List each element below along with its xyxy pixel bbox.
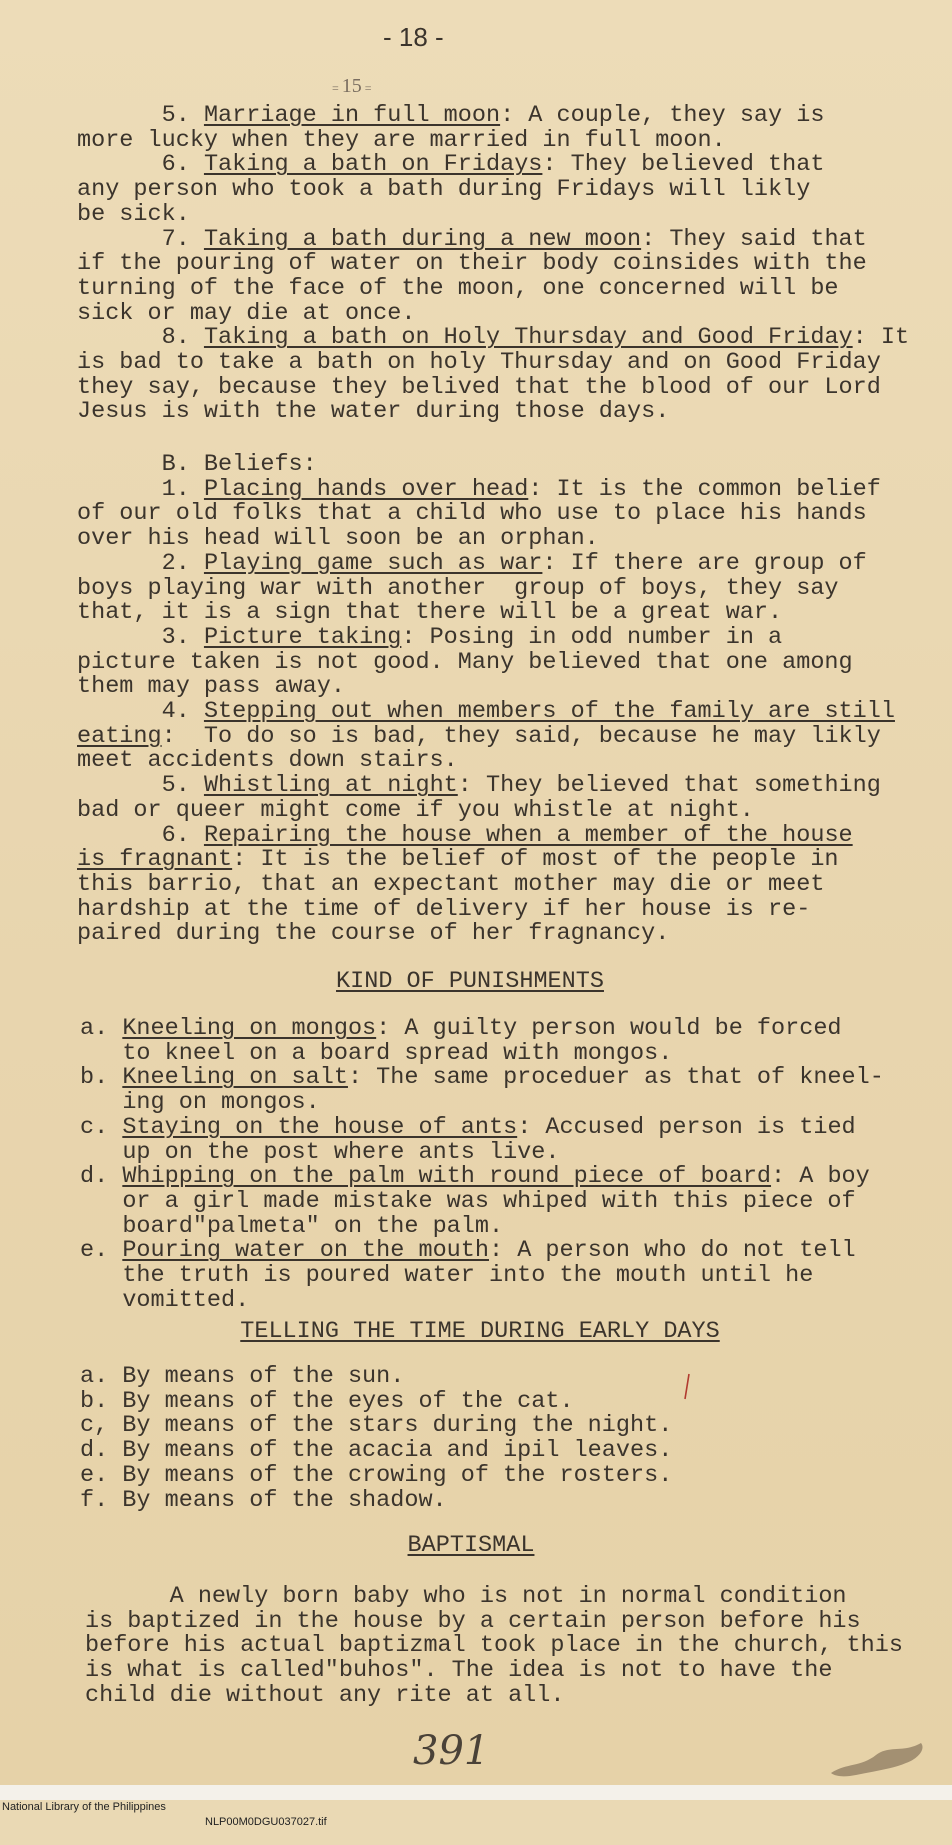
text-fragment: over his head will soon be an orphan. [77,525,599,553]
underlined-heading: Staying on the house of ants [122,1113,518,1141]
text-fragment: 5. [161,102,204,129]
baptismal-title: BAPTISMAL [407,1532,535,1559]
text-fragment: the truth is poured water into the mouth until he [122,1262,814,1289]
text-line [77,922,669,947]
text-fragment: 8. [161,324,204,352]
text-fragment [80,1287,122,1314]
text-fragment: boys playing war with another group of boys, they say [77,574,839,602]
text-fragment: bad or queer might come if you whistle at night. [77,796,754,824]
text-fragment [80,1139,122,1166]
text-fragment: picture taken is not good. Many believed that one among [77,648,853,676]
text-line [77,373,881,401]
text-line [77,153,824,178]
text-line [77,675,345,700]
text-fragment: is bad to take a bath on holy Thursday and on Good Friday [77,349,881,376]
text-fragment [77,324,162,351]
text-fragment: them may pass away. [77,673,345,701]
footer-bar [0,1785,952,1828]
text-fragment: : A guilty person would be forced [376,1015,842,1042]
text-fragment [80,1213,122,1240]
text-fragment [77,151,162,178]
text-fragment [80,1262,122,1289]
text-fragment: : A person who do not tell [488,1237,856,1265]
underlined-heading: Pouring water on the mouth [122,1237,489,1265]
text-line [80,1138,560,1166]
text-line [80,1113,856,1141]
text-line [77,453,317,478]
text-fragment: b. [80,1064,123,1092]
underlined-heading: Taking a bath on Fridays [203,151,543,179]
page-number: - 18 - [383,22,444,52]
text-fragment: that, it is a sign that there will be a great war. [77,599,783,627]
text-line [77,475,881,503]
text-fragment [77,772,162,799]
text-line [80,1286,250,1314]
text-fragment: board"palmeta" on the palm. [122,1212,504,1240]
time-item: d. By means of the acacia and ipil leaves. [80,1437,673,1465]
text-fragment: 1. [161,475,204,503]
text-fragment [80,1089,122,1116]
text-line [77,274,839,302]
text-fragment [77,550,162,577]
customs-section [77,104,937,434]
text-line [77,722,881,750]
text-fragment: : A couple, they say is [500,102,825,129]
text-fragment: paired during the course of her fragnancy. [77,920,670,948]
text-line [80,1239,856,1264]
text-line: child die without any rite at all. [85,1681,565,1709]
text-fragment: 6. [161,151,204,179]
text-line [80,1066,884,1091]
text-line [77,574,839,602]
time-list [80,1365,940,1525]
text-line [77,299,416,327]
text-fragment: a. [80,1015,123,1042]
underlined-heading: Taking a bath on Holy Thursday and Good Friday [203,324,853,352]
text-fragment: 7. [161,225,204,253]
text-line [77,225,867,253]
text-fragment: : It is the common belief [528,475,881,503]
old-page-number: = 15 = [332,75,372,97]
text-line [77,821,853,849]
text-fragment: d. [80,1163,123,1191]
underlined-heading: Placing hands over head [203,475,529,503]
underlined-heading: Taking a bath during a new moon [203,225,642,253]
text-fragment: : If there are group of [542,549,867,577]
text-line [77,527,599,552]
text-fragment: ing on mongos. [122,1089,320,1117]
text-fragment: more lucky when they are married in full moon. [77,126,726,154]
underlined-heading: Whistling at night [203,772,458,800]
text-line [77,796,754,824]
text-fragment: 6. [161,821,204,849]
text-line [80,1212,504,1240]
underlined-heading: Marriage in full moon [203,102,501,129]
text-fragment: : The same proceduer as that of kneel- [347,1064,884,1092]
text-fragment: if the pouring of water on their body coinsides with the [77,250,867,278]
text-line: is what is called"buhos". The idea is not to have the [85,1657,833,1685]
text-fragment: 3. [161,623,204,651]
text-line [77,601,782,626]
text-fragment: 4. [161,698,204,725]
text-line [77,870,825,898]
text-fragment: sick or may die at once. [77,299,416,327]
text-line [77,749,458,774]
text-line [77,252,867,277]
text-fragment: : It is the belief of most of the people in [232,846,839,874]
text-fragment: they say, because they belived that the blood of our Lord [77,373,881,401]
underlined-heading: Repairing the house when a member of the house [203,821,853,849]
text-line [77,648,853,676]
text-line [77,351,881,376]
text-line [80,1091,320,1116]
text-fragment: to kneel on a board spread with mongos. [122,1039,673,1067]
text-fragment: : They believed that something [457,772,881,800]
text-fragment: meet accidents down stairs. [77,747,458,775]
time-item: b. By means of the eyes of the cat. [80,1387,574,1415]
text-fragment: : Accused person is tied [517,1113,856,1141]
text-line [80,1187,856,1215]
text-fragment: or a girl made mistake was whiped with this piece of [122,1187,856,1215]
text-line [77,774,881,799]
handwritten-page-number: 391 [413,1728,490,1774]
text-fragment: e. [80,1237,123,1265]
text-fragment [80,1040,122,1067]
punishments-section [80,1017,940,1317]
footer-library: National Library of the Philippines [2,1801,166,1813]
underlined-heading: Kneeling on salt [122,1064,348,1092]
text-line [77,700,895,725]
text-fragment [77,102,162,129]
text-fragment: hardship at the time of delivery if her house is re- [77,895,811,923]
text-fragment: this barrio, that an expectant mother may die or meet [77,870,825,898]
text-fragment [77,822,162,849]
text-line [80,1039,673,1067]
text-line [77,502,867,527]
beliefs-section [77,453,937,953]
underlined-heading: Whipping on the palm with round piece of board [122,1163,772,1191]
text-fragment: c. [80,1113,123,1141]
text-fragment: turning of the face of the moon, one concerned will be [77,274,839,302]
text-line [77,200,190,228]
underlined-heading: eating [77,722,162,750]
text-line: is baptized in the house by a certain person before his [85,1607,861,1635]
text-fragment: be sick. [77,200,190,228]
text-line [80,1165,870,1190]
text-fragment: 5. [161,772,204,800]
time-item: f. By means of the shadow. [80,1486,447,1514]
text-line [77,895,811,923]
text-fragment: B. Beliefs: [161,451,317,478]
footer-file: NLP00M0DGU037027.tif [205,1816,327,1828]
text-fragment: vomitted. [122,1286,250,1314]
time-item: a. By means of the sun. [80,1363,405,1390]
text-line [77,326,909,351]
text-fragment: : A boy [771,1163,870,1191]
text-fragment: : To do so is bad, they said, because he may likly [161,722,881,750]
time-item: c, By means of the stars during the night. [80,1412,673,1440]
time-title: TELLING THE TIME DURING EARLY DAYS [240,1318,720,1345]
text-line [77,400,669,425]
baptismal-paragraph [85,1585,945,1715]
text-line [77,623,783,651]
text-line: A newly born baby who is not in normal condition [85,1583,847,1610]
text-fragment: up on the post where ants live. [122,1138,560,1166]
text-fragment [77,451,162,478]
text-line [77,126,726,154]
text-fragment: Jesus is with the water during those days. [77,398,670,426]
time-item: e. By means of the crowing of the rosters. [80,1461,673,1489]
text-line [77,104,824,129]
underlined-heading: Stepping out when members of the family are still [203,698,895,725]
text-fragment: : They said that [641,225,867,253]
text-fragment [77,476,162,503]
text-fragment [77,698,162,725]
text-line [77,178,810,203]
ink-smudge [826,1735,936,1780]
text-fragment [80,1188,122,1215]
underlined-heading: Picture taking [203,623,402,651]
text-fragment: : Posing in odd number in a [401,623,783,651]
underlined-heading: is fragnant [77,846,233,874]
text-fragment: : It [852,324,910,352]
red-pencil-mark [680,1372,694,1402]
text-line [77,549,867,577]
underlined-heading: Playing game such as war [203,549,543,577]
text-fragment: : They believed that [542,151,825,179]
text-line [80,1017,842,1042]
underlined-heading: Kneeling on mongos [122,1015,377,1042]
text-line [80,1264,813,1289]
text-fragment [77,226,162,253]
text-line: before his actual baptizmal took place in the church, this [85,1632,903,1660]
text-fragment: 2. [161,549,204,577]
text-line [77,848,839,873]
text-fragment [77,624,162,651]
text-fragment: of our old folks that a child who use to place his hands [77,500,867,528]
punishments-title: KIND OF PUNISHMENTS [336,968,604,995]
text-fragment: any person who took a bath during Fridays will likly [77,176,811,204]
